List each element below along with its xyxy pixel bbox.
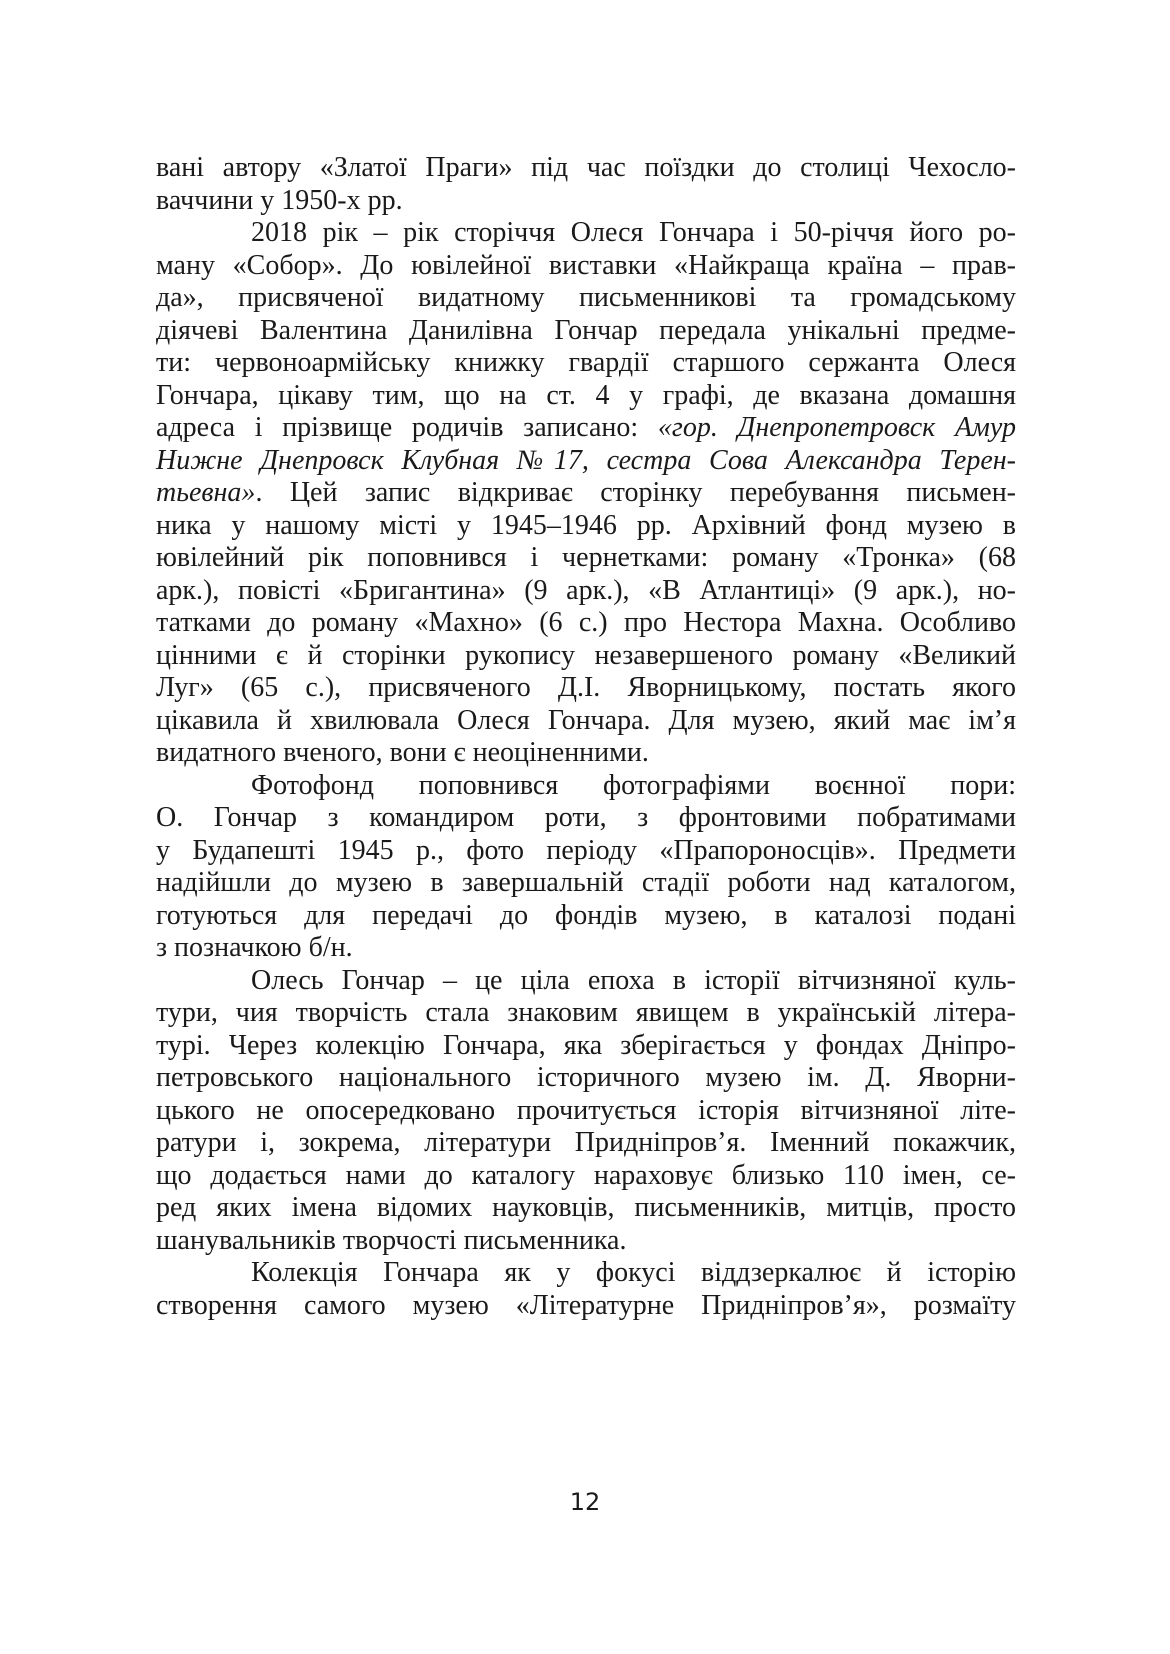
text-line: ти: червоноармійську книжку гвардії старшого сержанта Олеся xyxy=(156,347,1016,378)
text-line: ратури і, зокрема, літератури Придніпров’я. Іменний покажчик, xyxy=(156,1127,1016,1158)
text-line xyxy=(156,412,1016,445)
text-line: з позначкою б/н. xyxy=(156,932,353,963)
italic-quote: «гор. Днепропетровск Амур xyxy=(657,412,1016,443)
text-line: Фотофонд поповнився фотографіями воєнної пори: xyxy=(251,769,1016,801)
text-line: у Будапешті 1945 р., фото періоду «Прапороносців». Предмети xyxy=(156,834,1016,866)
text-line: ваччини у 1950-х рр. xyxy=(156,184,403,216)
text-line: ника у нашому місті у 1945–1946 рр. Архівний фонд музею в xyxy=(156,509,1016,541)
text-line: Олесь Гончар – це ціла епоха в історії вітчизняної куль- xyxy=(251,964,1016,996)
text-line: турі. Через колекцію Гончара, яка зберігається у фондах Дніпро- xyxy=(156,1029,1016,1061)
text-line: діячеві Валентина Данилівна Гончар передала унікальні предме- xyxy=(156,314,1016,346)
text-line: Луг» (65 с.), присвяченого Д.І. Яворницькому, постать якого xyxy=(156,672,1016,703)
text-line: да», присвяченої видатному письменникові та громадському xyxy=(156,282,1016,313)
text-line: петровського національного історичного музею ім. Д. Яворни- xyxy=(156,1062,1016,1093)
text-line: арк.), повісті «Бригантина» (9 арк.), «В Атлантиці» (9 арк.), но- xyxy=(156,574,1016,606)
text-line: 2018 рік – рік сторіччя Олеся Гончара і 50-річчя його ро- xyxy=(251,217,1016,248)
text-line xyxy=(156,477,1016,510)
italic-quote: тьевна» xyxy=(156,477,256,508)
text-segment: . Цей запис відкриває сторінку перебування письмен- xyxy=(255,477,1016,508)
text-segment: адреса і прізвище родичів записано: xyxy=(156,412,658,443)
text-line: цького не опосередковано прочитується історія вітчизняної літе- xyxy=(156,1094,1016,1126)
text-line: Гончара, цікаву тим, що на ст. 4 у графі, де вказана домашня xyxy=(156,379,1016,411)
text-line: що додається нами до каталогу нараховує близько 110 імен, се- xyxy=(156,1159,1016,1191)
text-line: О. Гончар з командиром роти, з фронтовими побратимами xyxy=(156,802,1016,833)
text-line: Колекція Гончара як у фокусі віддзеркалює й історію xyxy=(251,1257,1016,1288)
text-line: готуються для передачі до фондів музею, в каталозі подані xyxy=(156,899,1016,931)
text-line: ману «Собор». До ювілейної виставки «Найкраща країна – прав- xyxy=(156,249,1016,281)
body-text xyxy=(156,152,1016,1322)
text-line xyxy=(156,445,1016,478)
text-line: цінними є й сторінки рукопису незавершеного роману «Великий xyxy=(156,639,1016,671)
text-line: видатного вченого, вони є неоціненними. xyxy=(156,737,649,768)
text-line: цікавила й хвилювала Олеся Гончара. Для музею, який має ім’я xyxy=(156,704,1016,736)
text-line: надійшли до музею в завершальній стадії роботи над каталогом, xyxy=(156,867,1016,898)
page-number: 12 xyxy=(569,1488,601,1516)
text-line: татками до роману «Махно» (6 с.) про Нестора Махна. Особливо xyxy=(156,607,1016,638)
italic-quote: Нижне Днепровск Клубная №17, сестра Сова Александра Терен- xyxy=(156,444,1016,476)
text-line: шанувальників творчості письменника. xyxy=(156,1224,627,1256)
text-line: вані автору «Златої Праги» під час поїздки до столиці Чехосло- xyxy=(156,152,1016,183)
text-line: ред яких імена відомих науковців, письменників, митців, просто xyxy=(156,1192,1016,1223)
text-line: ювілейний рік поповнився і чернетками: роману «Тронка» (68 xyxy=(156,542,1016,573)
text-line: створення самого музею «Літературне Придніпров’я», розмаїту xyxy=(156,1289,1016,1321)
text-line: тури, чия творчість стала знаковим явищем в українській літера- xyxy=(156,997,1016,1028)
